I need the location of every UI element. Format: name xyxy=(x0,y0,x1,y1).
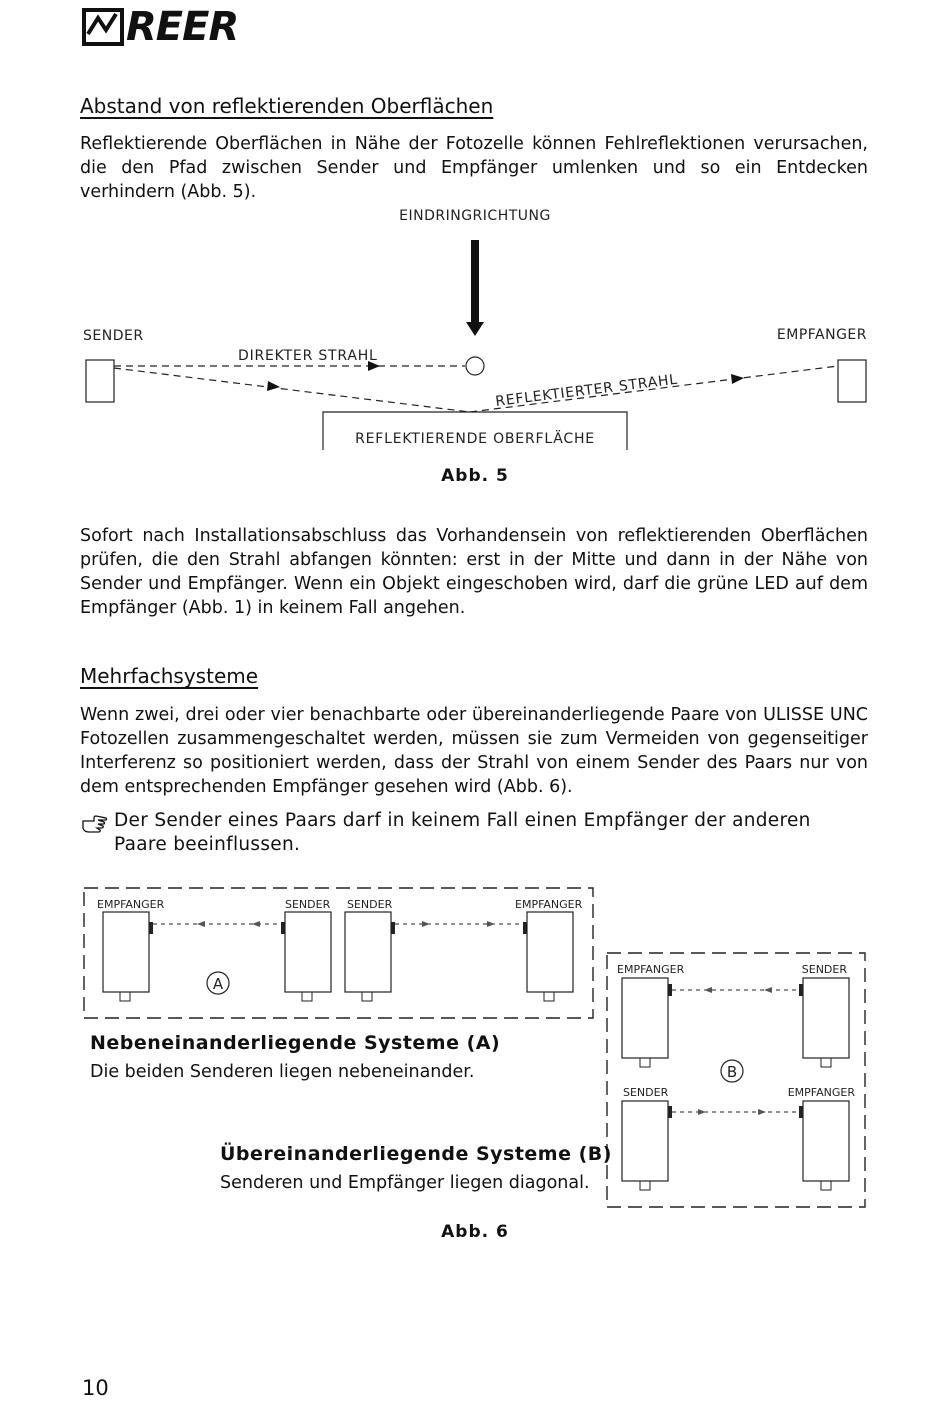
logo-wordmark: REER xyxy=(126,4,239,50)
intrusion-arrow-icon xyxy=(466,240,484,336)
beam-arrow-icon xyxy=(758,1109,766,1115)
system-b-label-bottom-1: SENDER xyxy=(623,1086,669,1099)
system-a-receiver-1 xyxy=(103,912,149,992)
beam-arrow-icon xyxy=(764,987,772,993)
paragraph-reflective-intro: Reflektierende Oberflächen in Nähe der Fotozelle können Fehlreflektionen verursachen, die den Pfad zwischen Sender und Empfänger umlenken und so ein Entdecken verhindern (Abb. 5). xyxy=(80,134,868,202)
label-sender: SENDER xyxy=(83,328,144,344)
system-a-description: Die beiden Senderen liegen nebeneinander. xyxy=(90,1062,475,1082)
system-b-marker-text: B xyxy=(726,1063,738,1081)
system-a-label-1: EMPFANGER xyxy=(97,898,165,911)
figure-5-caption: Abb. 5 xyxy=(441,466,509,486)
system-b-sender-top xyxy=(803,978,849,1058)
paragraph-check-surfaces: Sofort nach Installationsabschluss das Vorhandensein von reflektierenden Oberflächen prüfen, die den Strahl abfangen könnten: erst in der Mitte und dann in der Nähe von Sender und Empfänger. Wenn ein Objekt eingeschoben wird, darf die grüne LED auf dem Empfänger (Abb. 1) in keinem Fall angehen. xyxy=(80,526,868,618)
warning-note: Der Sender eines Paars darf in keinem Fall einen Empfänger der anderen Paare beeinflussen. xyxy=(114,810,811,855)
system-b-receiver-top xyxy=(622,978,668,1058)
heading-reflective-surfaces: Abstand von reflektierenden Oberflächen xyxy=(80,94,494,118)
beam-arrow-icon xyxy=(252,921,260,927)
label-eindringrichtung: EINDRINGRICHTUNG xyxy=(399,208,551,224)
system-a-label-3: SENDER xyxy=(347,898,393,911)
system-a-sender-1 xyxy=(285,912,331,992)
reer-logo xyxy=(82,4,252,50)
beam-arrow-icon xyxy=(422,921,430,927)
sender-unit xyxy=(86,360,114,402)
object-circle xyxy=(466,357,484,375)
beam-arrow-icon xyxy=(197,921,205,927)
system-a-label-4: EMPFANGER xyxy=(515,898,583,911)
reflected-beam-arrow-icon xyxy=(731,374,744,384)
figure-6-caption: Abb. 6 xyxy=(441,1222,509,1242)
label-empfanger: EMPFANGER xyxy=(776,327,867,343)
system-a-receiver-2 xyxy=(527,912,573,992)
paragraph-multiple-systems: Wenn zwei, drei oder vier benachbarte oder übereinanderliegende Paare von ULISSE UNC Fotozellen zusammengeschaltet werden, müssen sie zum Vermeiden von gegenseitiger Interferenz so positioniert werden, dass der Strahl von einem Sender des Paars nur von dem entsprechenden Empfänger gesehen wird (Abb. 6). xyxy=(80,705,868,797)
incident-beam-line xyxy=(114,368,470,412)
incident-beam-arrow-icon xyxy=(267,381,280,391)
system-a-sender-2 xyxy=(345,912,391,992)
label-direct-beam: DIREKTER STRAHL xyxy=(238,348,378,364)
heading-multiple-systems: Mehrfachsysteme xyxy=(80,664,259,688)
label-reflective-surface: REFLEKTIERENDE OBERFLÄCHE xyxy=(355,431,595,447)
system-a-label-2: SENDER xyxy=(285,898,331,911)
system-b-label-bottom-2: EMPFANGER xyxy=(787,1086,855,1099)
system-a-title: Nebeneinanderliegende Systeme (A) xyxy=(90,1032,501,1054)
system-b-title: Übereinanderliegende Systeme (B) xyxy=(220,1143,612,1165)
system-b-description: Senderen und Empfänger liegen diagonal. xyxy=(220,1173,590,1193)
system-b-sender-bottom xyxy=(622,1101,668,1181)
beam-arrow-icon xyxy=(487,921,495,927)
page-number: 10 xyxy=(82,1376,109,1400)
beam-arrow-icon xyxy=(704,987,712,993)
pointing-hand-icon xyxy=(80,812,110,836)
receiver-unit xyxy=(838,360,866,402)
figure-5-diagram xyxy=(0,200,950,460)
label-reflected-beam: REFLEKTIERTER STRAHL xyxy=(494,371,679,410)
system-b-label-top-1: EMPFANGER xyxy=(617,963,685,976)
system-b-label-top-2: SENDER xyxy=(801,963,847,976)
system-a-marker-text: A xyxy=(212,975,224,993)
beam-arrow-icon xyxy=(698,1109,706,1115)
system-b-receiver-bottom xyxy=(803,1101,849,1181)
